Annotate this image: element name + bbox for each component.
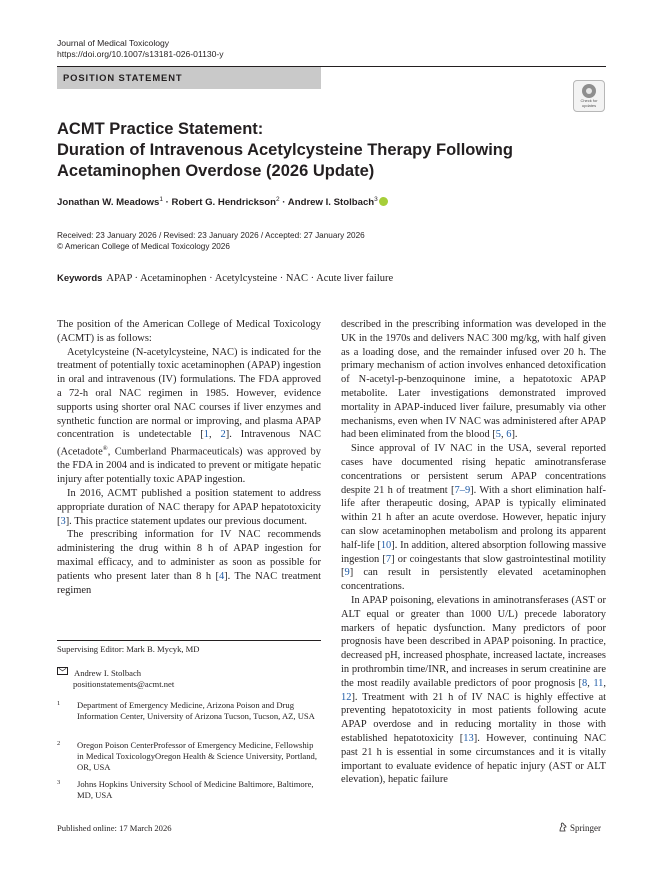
- affiliation: [57, 700, 321, 722]
- paragraph: The prescribing information for IV NAC recommends administering the drug within 8 h of APAP ingestion for maximal efficacy, and to administer as soon as possible for patients who present later than 8 h [4]. The NAC treatment regimen: [57, 529, 321, 596]
- check-updates-icon: [582, 84, 596, 98]
- copyright-line: © American College of Medical Toxicology 2026: [57, 242, 230, 251]
- keywords-text: APAP · Acetaminophen · Acetylcysteine · NAC · Acute liver failure: [106, 273, 394, 284]
- author-separator: ·: [162, 197, 172, 209]
- citation-link[interactable]: 4: [218, 570, 225, 582]
- citation-link[interactable]: 9: [344, 567, 350, 579]
- author-separator: ·: [279, 197, 288, 209]
- supervising-editor: Supervising Editor: Mark B. Mycyk, MD: [57, 644, 200, 654]
- citation-link[interactable]: 6: [506, 429, 512, 441]
- corresponding-name: Andrew I. Stolbach: [74, 668, 142, 678]
- affiliation-marker: 1: [159, 196, 163, 203]
- author-list: [57, 193, 388, 209]
- author-name[interactable]: Robert G. Hendrickson: [171, 197, 276, 209]
- citation-link[interactable]: 8: [582, 677, 588, 689]
- affiliation-number: 1: [57, 700, 61, 707]
- body-left-column: [57, 318, 321, 597]
- citation-link[interactable]: 13: [463, 732, 474, 744]
- citation-link[interactable]: 12: [341, 691, 352, 703]
- paragraph: Acetylcysteine (N-acetylcysteine, NAC) is indicated for the treatment of potentially toxic acetaminophen (APAP) ingestion in oral and intravenous (IV) formulations. The FDA approved a 72-h oral NAC regimen in 1985. However, evidence supports using shorter oral NAC courses if liver enzymes and synthetic function are normal or improving, and plasma APAP concentration is undetectable [1, 2]. Intravenous NAC (Acetadote®, Cumberland Pharmaceuticals) was approved by the FDA in 2004 and is indicated to prevent or mitigate hepatic injury after potentially toxic APAP ingestion.: [57, 346, 321, 486]
- springer-horse-icon: [558, 822, 568, 832]
- citation-link[interactable]: 2: [220, 429, 226, 441]
- article-type-label: POSITION STATEMENT: [57, 67, 321, 89]
- affiliation-marker: 2: [276, 196, 280, 203]
- body-right-column: [341, 318, 606, 787]
- affiliation-text: Oregon Poison CenterProfessor of Emergency Medicine, Fellowship in Medical ToxicologyOregon Health & Science University, Portland, OR, USA: [77, 740, 317, 772]
- journal-name: Journal of Medical Toxicology: [57, 38, 170, 48]
- paragraph: In 2016, ACMT published a position statement to address appropriate duration of NAC therapy for APAP hepatotoxicity [3]. This practice statement updates our previous document.: [57, 488, 321, 527]
- check-for-updates-badge[interactable]: [573, 80, 605, 112]
- paragraph: In APAP poisoning, elevations in aminotransferases (AST or ALT equal or greater than 1000 U/L) precede laboratory markers of hepatic dysfunction. Many predictors of poor prognosis have been described in APAP poisoning. In practice, decreased pH, increased phosphate, increased lactate, increases in prothrombin time/INR, and increases in serum creatinine are the most readily available predictors of poor prognosis [8, 11, 12]. Treatment with 21 h of IV NAC is highly effective at preventing hepatotoxicity in most patients following acute APAP overdose and in reducing mortality in those with established hepatotoxicity [13]. However, continuing NAC past 21 h is essential in some circumstances and it is vitally important to evaluate evidence of hepatic injury (AST or ALT elevation), hepatic failure: [341, 594, 607, 786]
- author-name[interactable]: Andrew I. Stolbach: [287, 197, 375, 209]
- affiliation-number: 3: [57, 779, 61, 786]
- corresponding-email[interactable]: positionstatements@acmt.net: [73, 679, 175, 689]
- citation-link[interactable]: 7: [385, 553, 392, 565]
- publisher-name: Springer: [570, 823, 601, 833]
- paragraph: described in the prescribing information was developed in the UK in the 1970s and delivers NAC 300 mg/kg, with half given as a loading dose, and the remainder infused over 20 h. The primary mechanism of action involves enhanced detoxification of N-acetyl-p-benzoquinone imine, a hepatotoxic APAP metabolite. Later investigations demonstrated improved mortality in APAP-induced liver failure, presumably via other mechanisms, even when IV NAC was administered after APAP had been eliminated from the blood [5, 6].: [341, 319, 606, 441]
- citation-link[interactable]: 11: [593, 677, 604, 689]
- history-dates: Received: 23 January 2026 / Revised: 23 January 2026 / Accepted: 27 January 2026: [57, 231, 365, 240]
- citation-link[interactable]: 5: [495, 429, 501, 441]
- doi-link[interactable]: https://doi.org/10.1007/s13181-026-01130-y: [57, 49, 224, 59]
- envelope-icon: [57, 667, 68, 675]
- citation-link[interactable]: 7–9: [454, 484, 471, 496]
- citation-link[interactable]: 3: [60, 515, 66, 527]
- title-line-3: Acetaminophen Overdose (2026 Update): [57, 162, 375, 180]
- keywords-label: Keywords: [57, 273, 103, 284]
- keywords: [57, 272, 393, 285]
- article-title: [57, 119, 577, 182]
- published-date: Published online: 17 March 2026: [57, 823, 172, 833]
- affiliation-number: 2: [57, 740, 61, 747]
- publisher-logo: [558, 822, 601, 834]
- affiliation-marker: 3: [374, 196, 378, 203]
- affiliation-text: Johns Hopkins University School of Medicine Baltimore, Baltimore, MD, USA: [77, 779, 314, 800]
- title-line-1: ACMT Practice Statement:: [57, 120, 264, 138]
- badge-text: Check for updates: [580, 98, 598, 108]
- orcid-icon[interactable]: [379, 197, 388, 206]
- article-history: [57, 230, 365, 252]
- citation-link[interactable]: 10: [380, 539, 392, 551]
- affiliation: [57, 740, 321, 773]
- affiliation: [57, 779, 321, 801]
- citation-link[interactable]: 1: [203, 429, 209, 441]
- paragraph: Since approval of IV NAC in the USA, several reported cases have documented rising hepatic aminotransferase concentrations or persistent serum APAP concentrations despite 21 h of treatment [7–9]. With a short elimination half-life after therapeutic dosing, APAP is typically eliminated within 21 h after an acute overdose. However, hepatic injury can slow acetaminophen metabolism and prolong its apparent half-life [10]. In addition, altered absorption following massive ingestion [7] or coingestants that slow gastrointestinal motility [9] can result in persistently elevated acetaminophen concentrations.: [341, 443, 606, 593]
- corresponding-author: [57, 667, 174, 690]
- paragraph: The position of the American College of Medical Toxicology (ACMT) is as follows:: [57, 319, 321, 344]
- author-name[interactable]: Jonathan W. Meadows: [57, 197, 160, 209]
- affiliation-text: Department of Emergency Medicine, Arizona Poison and Drug Information Center, University of Arizona Tucson, Tucson, AZ, USA: [77, 700, 315, 721]
- footnote-rule: [57, 640, 321, 641]
- title-line-2: Duration of Intravenous Acetylcysteine Therapy Following: [57, 141, 513, 159]
